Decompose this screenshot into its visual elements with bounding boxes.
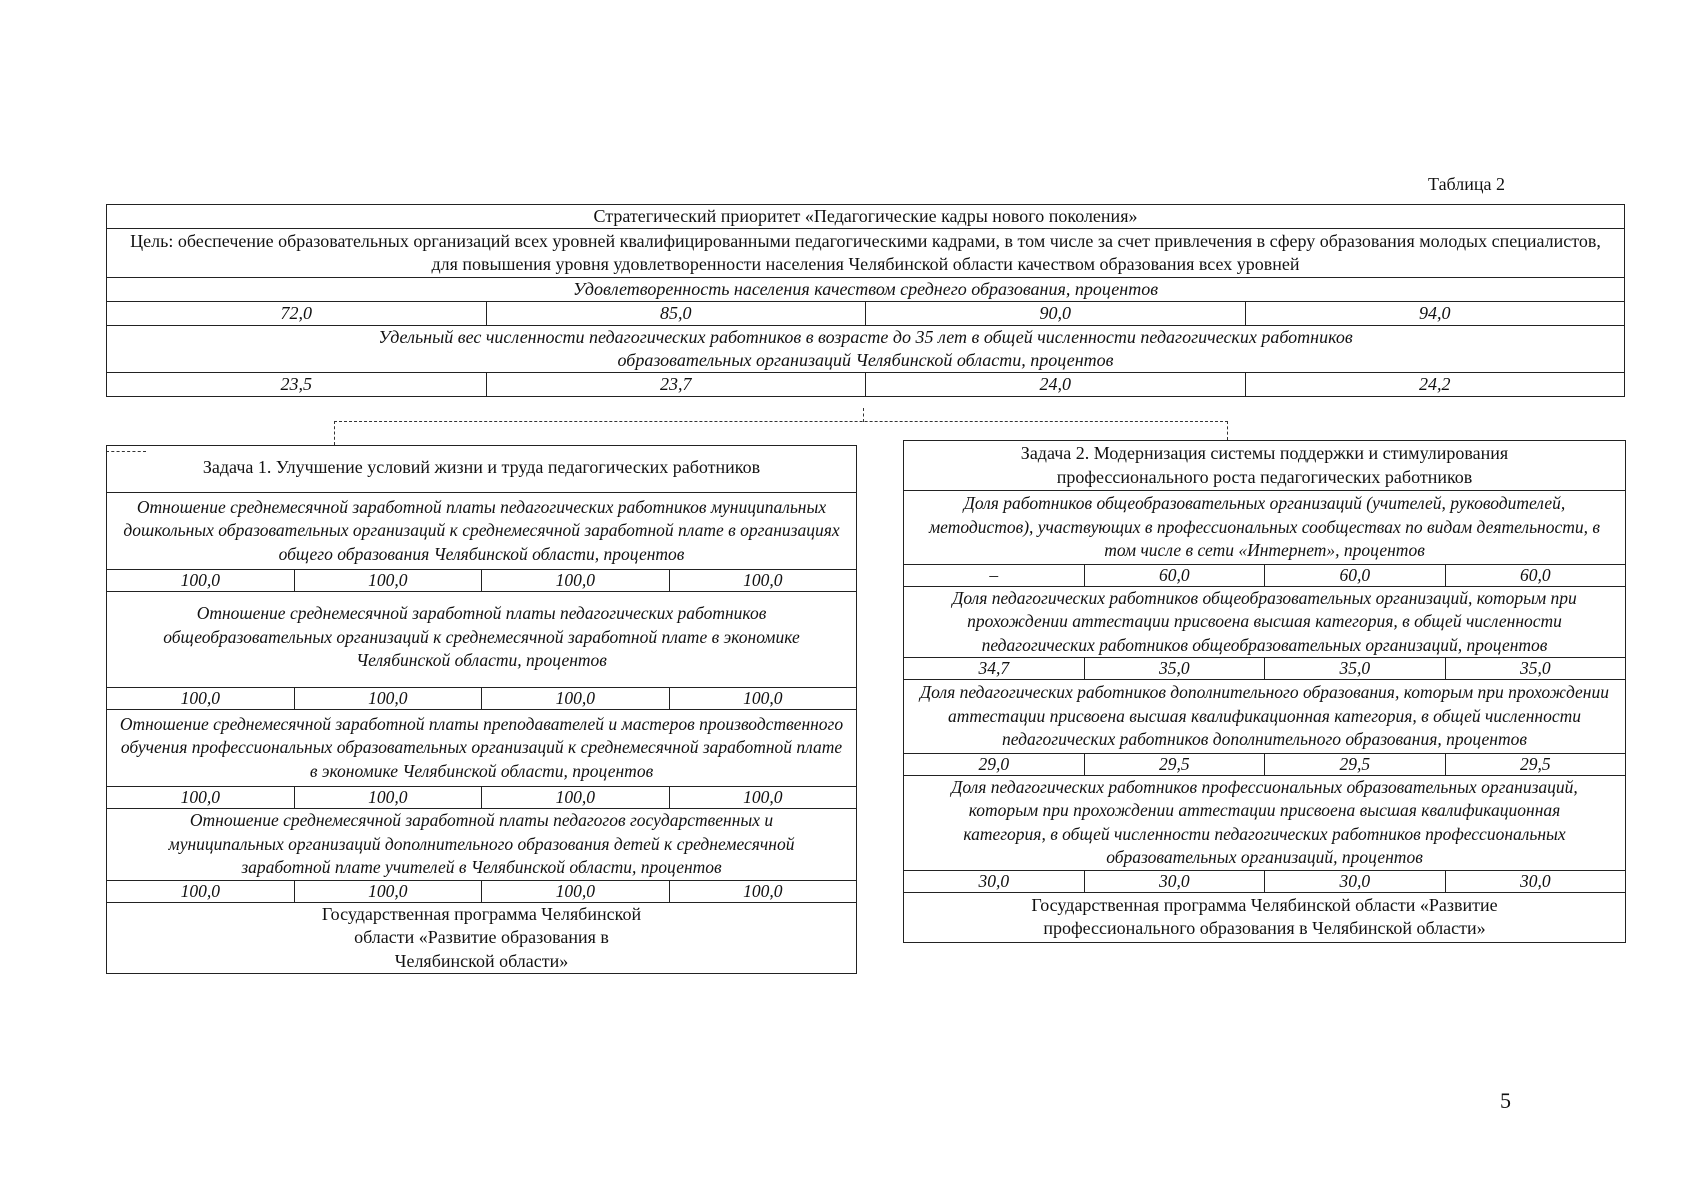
indicator-values (904, 658, 1625, 680)
value-cell: 100,0 (482, 881, 670, 902)
indicator-title: Удовлетворенность населения качеством среднего образования, процентов (107, 278, 1624, 302)
value-cell: 85,0 (487, 302, 867, 325)
indicator-title: Удельный вес численности педагогических работников в возрасте до 35 лет в общей численности педагогических работников образовательных организаций Челябинской области, процентов (107, 326, 1624, 373)
value-cell: 60,0 (1265, 565, 1446, 586)
value-cell: 100,0 (107, 787, 295, 808)
indicator-values (107, 373, 1624, 396)
indicator-values (107, 570, 856, 592)
value-cell: 35,0 (1085, 658, 1266, 679)
task-title: Задача 2. Модернизация системы поддержки и стимулирования профессионального роста педагогических работников (904, 441, 1625, 491)
value-cell: 30,0 (1085, 871, 1266, 892)
indicator-title: Доля педагогических работников профессиональных образовательных организаций, которым при прохождении аттестации присвоена высшая квалификационная категория, в общей численности педагогических работников профессиональных образовательных организаций, процентов (904, 776, 1625, 871)
task-title: Задача 1. Улучшение условий жизни и труда педагогических работников (107, 446, 856, 493)
value-cell: 30,0 (1265, 871, 1446, 892)
value-cell: 72,0 (107, 302, 487, 325)
value-cell: 100,0 (743, 880, 783, 901)
value-cell: 23,7 (487, 373, 867, 396)
connector-line (1227, 421, 1228, 440)
task-2-table (903, 440, 1626, 943)
indicator-title: Доля работников общеобразовательных организаций (учителей, руководителей, методистов), участвующих в профессиональных сообществах по видам деятельности, в том числе в сети «Интернет», процентов (904, 491, 1625, 565)
value-cell: 34,7 (904, 658, 1085, 679)
indicator-title: Доля педагогических работников общеобразовательных организаций, которым при прохождении аттестации присвоена высшая категория, в общей численности педагогических работников общеобразовательных организаций, процентов (904, 587, 1625, 659)
value-cell: 94,0 (1419, 303, 1451, 323)
value-cell: 29,5 (1265, 754, 1446, 775)
value-cell: 30,0 (1519, 870, 1551, 891)
program-name: Государственная программа Челябинской области «Развитие образования в Челябинской области» (321, 903, 642, 971)
value-cell: 23,5 (107, 373, 487, 396)
value-cell: 100,0 (295, 787, 483, 808)
value-cell: 100,0 (295, 688, 483, 709)
indicator-title: Отношение среднемесячной заработной платы педагогических работников муниципальных дошкольных образовательных организаций к среднемесячной заработной плате в организациях общего образования Челябинской области, процентов (107, 493, 856, 571)
value-cell: 100,0 (743, 570, 783, 590)
value-cell: 100,0 (295, 881, 483, 902)
value-cell: 24,0 (866, 373, 1246, 396)
value-cell: 100,0 (295, 570, 483, 591)
value-cell: 100,0 (107, 570, 295, 591)
value-cell: 29,0 (904, 754, 1085, 775)
indicator-values (107, 688, 856, 710)
value-cell: 100,0 (482, 787, 670, 808)
value-cell: 100,0 (743, 687, 783, 708)
connector-line (334, 421, 1228, 422)
value-cell: 90,0 (866, 302, 1246, 325)
value-cell: 100,0 (743, 787, 783, 807)
value-cell: 100,0 (482, 570, 670, 591)
table-label: Таблица 2 (1428, 174, 1505, 194)
value-cell: 29,5 (1085, 754, 1266, 775)
indicator-values (107, 302, 1624, 326)
value-cell: 100,0 (482, 688, 670, 709)
value-cell: 100,0 (107, 688, 295, 709)
indicator-title: Отношение среднемесячной заработной платы педагогов государственных и муниципальных организаций дополнительного образования детей к среднемесячной заработной плате учителей в Челябинской области, процентов (107, 809, 856, 881)
value-cell: – (904, 565, 1085, 586)
page-number: 5 (1500, 1088, 1511, 1113)
indicator-title: Доля педагогических работников дополнительного образования, которым при прохождении аттестации присвоена высшая квалификационная категория, в общей численности педагогических работников дополнительного образования, процентов (904, 680, 1625, 754)
value-cell: 29,5 (1519, 753, 1551, 774)
connector-line (863, 408, 864, 422)
value-cell: 35,0 (1265, 658, 1446, 679)
indicator-values (107, 881, 856, 903)
priority-title: Стратегический приоритет «Педагогические кадры нового поколения» (107, 205, 1624, 229)
indicator-title: Отношение среднемесячной заработной платы педагогических работников общеобразовательных организаций к среднемесячной заработной плате в экономике Челябинской области, процентов (107, 592, 856, 688)
indicator-values (904, 754, 1625, 776)
value-cell: 30,0 (904, 871, 1085, 892)
goal-text: Цель: обеспечение образовательных организаций всех уровней квалифицированными педагогическими кадрами, в том числе за счет привлечения в сферу образования молодых специалистов, для повышения уровня удовлетворенности населения Челябинской области качеством образования всех уровней (107, 229, 1624, 278)
program-name: Государственная программа Челябинской области «Развитие профессионального образования в Челябинской области» (1031, 894, 1498, 938)
strategic-priority-table (106, 204, 1625, 397)
indicator-values (107, 787, 856, 809)
indicator-values (904, 871, 1625, 893)
value-cell: 60,0 (1085, 565, 1266, 586)
indicator-title: Отношение среднемесячной заработной платы преподавателей и мастеров производственного обучения профессиональных образовательных организаций к среднемесячной заработной плате в экономике Челябинской области, процентов (107, 710, 856, 788)
task-1-table (106, 445, 857, 974)
value-cell: 35,0 (1519, 658, 1551, 678)
indicator-values (904, 565, 1625, 587)
connector-line (334, 421, 335, 445)
value-cell: 24,2 (1419, 374, 1451, 394)
value-cell: 60,0 (1519, 564, 1551, 585)
value-cell: 100,0 (107, 881, 295, 902)
